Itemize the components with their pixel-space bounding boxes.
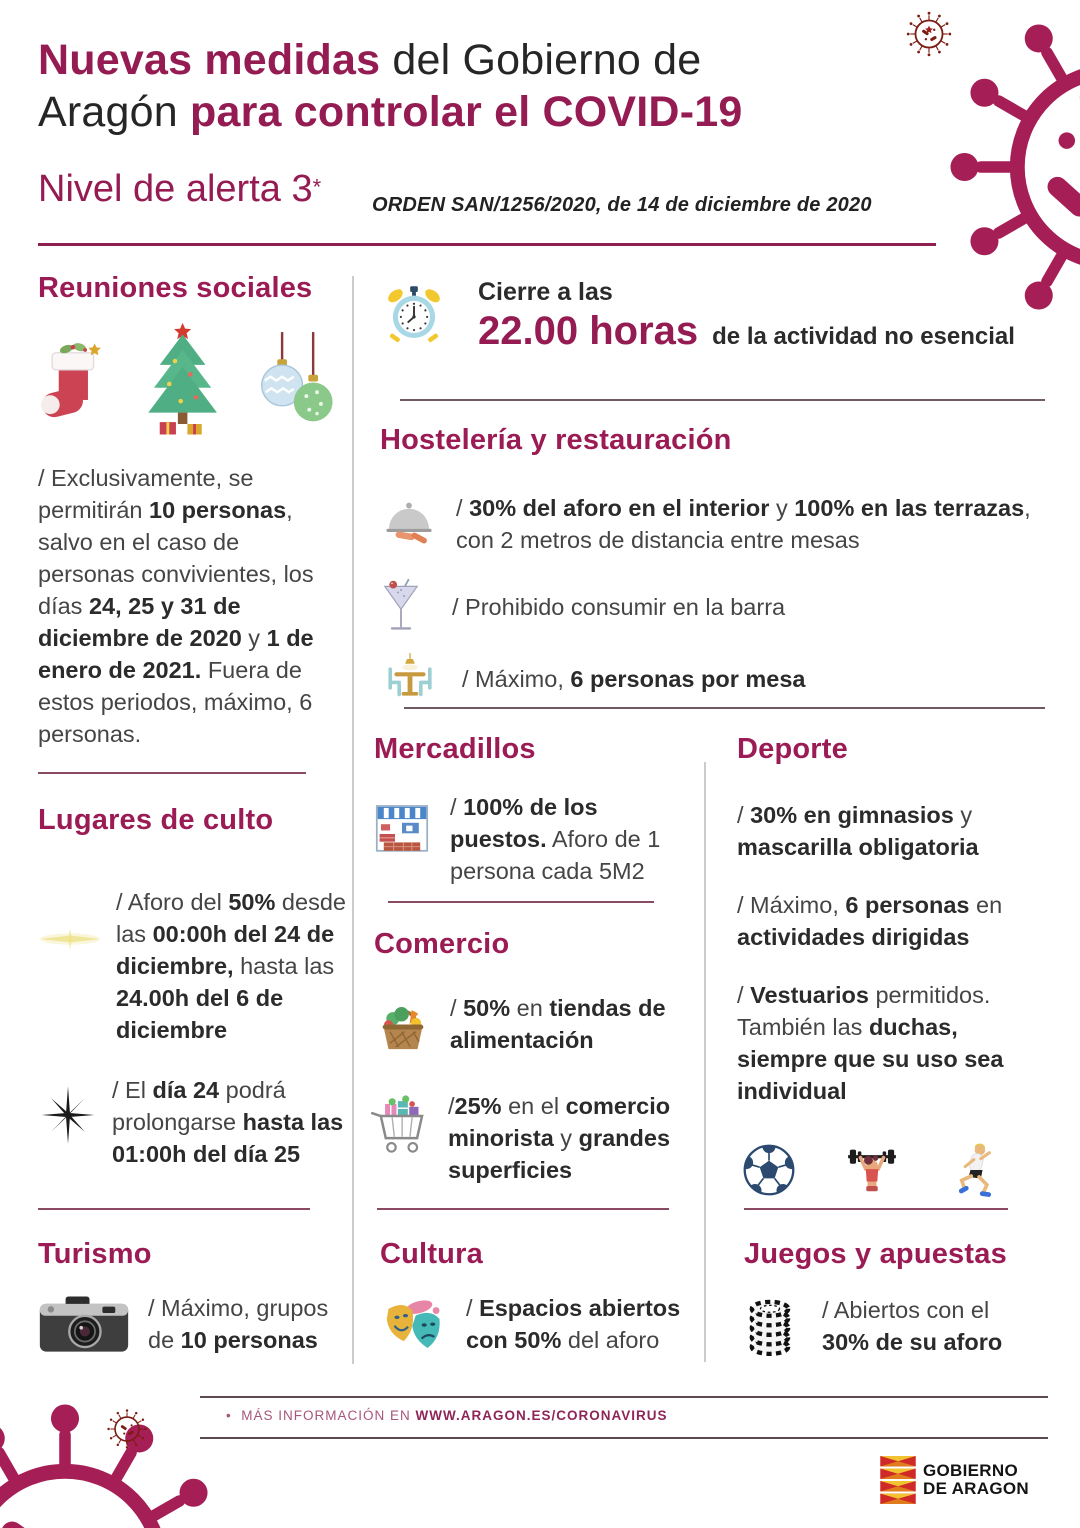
- cierre-line2: de la actividad no esencial: [712, 323, 1015, 350]
- section-cierre: [382, 278, 1048, 354]
- camera-icon: [38, 1294, 130, 1356]
- list-item: [380, 653, 1048, 707]
- mercadillos-text: / 100% de los puestos. Aforo de 1 persona cada 5M2: [450, 794, 661, 884]
- section-title: Lugares de culto: [38, 804, 274, 836]
- alert-level: Nivel de alerta 3*: [38, 168, 322, 210]
- list-item: [38, 1075, 350, 1171]
- lugares-text-1: / Aforo del 50% desde las 00:00h del 24 de diciembre, hasta las 24.00h del 6 de diciembre: [116, 889, 346, 1043]
- list-item: [380, 571, 1048, 645]
- list-item: [374, 993, 696, 1057]
- deporte-text-1: / 30% en gimnasios y mascarilla obligatoria: [737, 802, 979, 860]
- cocktail-glass-icon: [380, 571, 422, 645]
- reuniones-text: / Exclusivamente, se permitirán 10 personas, salvo en el caso de personas convivientes, los días 24, 25 y 31 de diciembre de 2020 y 1 de enero de 2021. Fuera de estos periodos, máximo, 6 personas.: [38, 465, 314, 747]
- cierre-time: 22.00 horas: [478, 309, 699, 353]
- deporte-text-3: / Vestuarios permitidos. También las duchas, siempre que su uso sea individual: [737, 981, 1004, 1104]
- footer-info-prefix: MÁS INFORMACIÓN EN: [241, 1408, 416, 1423]
- aragon-government-logo: [880, 1456, 1029, 1504]
- footer-info: [226, 1408, 668, 1423]
- divider: [404, 707, 1045, 709]
- divider: [388, 901, 654, 903]
- header-divider: [38, 243, 936, 246]
- section-title: Juegos y apuestas: [744, 1238, 1007, 1270]
- section-cultura: [380, 1238, 710, 1357]
- alarm-clock-icon: [382, 278, 446, 352]
- weightlifting-icon: [841, 1139, 903, 1201]
- serving-cloche-icon: [380, 495, 438, 547]
- divider: [38, 772, 306, 774]
- deporte-icons-row: [741, 1138, 1055, 1202]
- deporte-text-2: / Máximo, 6 personas en actividades dirigidas: [737, 891, 1003, 950]
- soccer-ball-icon: [741, 1142, 797, 1198]
- footer-divider-top: [200, 1396, 1048, 1398]
- divider: [744, 1208, 1008, 1210]
- footer-divider-bottom: [200, 1437, 1048, 1439]
- section-title: Cultura: [380, 1238, 483, 1270]
- list-item: [374, 792, 686, 888]
- christmas-icons-row: [38, 321, 340, 445]
- divider: [400, 399, 1045, 401]
- bullet: •: [226, 1408, 232, 1423]
- list-item: [744, 1295, 1064, 1359]
- section-comercio: [374, 928, 696, 1187]
- christmas-stocking-icon: [38, 332, 113, 434]
- cultura-text: / Espacios abiertos con 50% del aforo: [466, 1295, 681, 1353]
- juegos-text: / Abiertos con el 30% de su aforo: [822, 1297, 1003, 1355]
- section-mercadillos: [374, 733, 686, 888]
- list-item: [374, 1091, 696, 1187]
- title-line-1: Nuevas medidas del Gobierno de: [38, 36, 702, 84]
- section-deporte: [737, 733, 1055, 1202]
- section-title: Mercadillos: [374, 733, 536, 765]
- hosteleria-text-3: / Máximo, 6 personas por mesa: [462, 665, 806, 692]
- cierre-line1: Cierre a las: [478, 278, 613, 306]
- logo-line-2: DE ARAGON: [923, 1479, 1029, 1498]
- shopping-cart-icon: [368, 1091, 432, 1161]
- section-title: Deporte: [737, 733, 848, 765]
- star-sparkle-icon: [38, 1069, 98, 1161]
- section-turismo: [38, 1238, 350, 1357]
- lugares-text-2: / El día 24 podrá prolongarse hasta las 01:00h del día 25: [112, 1076, 344, 1167]
- section-reuniones-sociales: [38, 272, 340, 751]
- divider: [377, 1208, 669, 1210]
- order-reference: ORDEN SAN/1256/2020, de 14 de diciembre de 2020: [372, 194, 872, 216]
- section-lugares-de-culto: [38, 804, 350, 1171]
- list-item: [380, 493, 1048, 557]
- aragon-emblem-icon: [880, 1456, 916, 1504]
- section-title: Reuniones sociales: [38, 272, 313, 304]
- logo-line-1: GOBIERNO: [923, 1460, 1018, 1480]
- baubles-icon: [253, 331, 340, 435]
- poker-chips-icon: [744, 1295, 796, 1359]
- column-divider-left: [352, 276, 354, 1364]
- theater-masks-icon: [380, 1294, 448, 1356]
- shooting-star-faint-icon: [38, 917, 102, 961]
- running-icon: [947, 1138, 999, 1202]
- divider: [38, 1208, 310, 1210]
- list-item: [38, 1293, 350, 1357]
- christmas-tree-icon: [133, 321, 232, 445]
- list-item: [38, 887, 350, 1047]
- list-item: [380, 1293, 710, 1357]
- section-title: Turismo: [38, 1238, 152, 1270]
- comercio-text-1: / 50% en tiendas de alimentación: [450, 995, 666, 1053]
- table-and-chairs-icon: [380, 653, 440, 707]
- virus-icon-small-bottom: [104, 1406, 150, 1452]
- section-title: Comercio: [374, 928, 510, 960]
- section-hosteleria: [380, 424, 1048, 707]
- title-line-2: Aragón para controlar el COVID-19: [38, 88, 743, 137]
- market-stall-icon: [374, 798, 430, 856]
- hosteleria-text-2: / Prohibido consumir en la barra: [452, 593, 786, 620]
- page-title: [38, 34, 878, 138]
- cierre-text: [478, 278, 1015, 354]
- logo-text: [923, 1462, 1029, 1499]
- hosteleria-text-1: / 30% del aforo en el interior y 100% en las terrazas, con 2 metros de distancia entre mesas: [456, 495, 1031, 553]
- comercio-text-2: /25% en el comercio minorista y grandes superficies: [448, 1092, 671, 1183]
- footer-info-url: WWW.ARAGON.ES/CORONAVIRUS: [415, 1408, 668, 1423]
- turismo-text: / Máximo, grupos de 10 personas: [148, 1295, 329, 1353]
- section-juegos: [744, 1238, 1064, 1359]
- food-basket-icon: [374, 993, 432, 1053]
- section-title: Hostelería y restauración: [380, 424, 732, 456]
